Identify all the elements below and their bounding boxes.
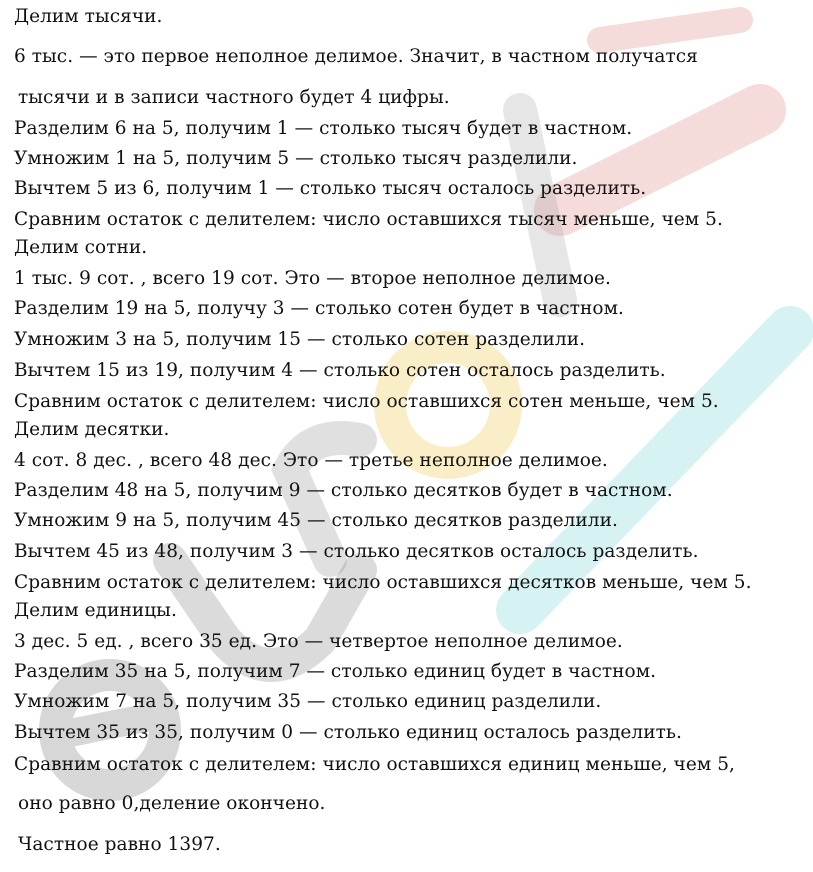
line-8: Делим сотни. [14,237,148,258]
line-25: Сравним остаток с делителем: число оставшихся единиц меньше, чем 5, [14,754,735,775]
line-9: 1 тыс. 9 сот. , всего 19 сот. Это — второе неполное делимое. [14,268,611,289]
line-27: Частное равно 1397. [18,834,221,855]
line-2: 6 тыс. — это первое неполное делимое. Значит, в частном получатся [14,46,698,67]
line-1: Делим тысячи. [14,6,163,27]
line-16: Разделим 48 на 5, получим 9 — столько десятков будет в частном. [14,480,673,501]
line-5: Умножим 1 на 5, получим 5 — столько тысяч разделили. [14,148,578,169]
line-11: Умножим 3 на 5, получим 15 — столько сотен разделили. [14,329,586,350]
line-23: Умножим 7 на 5, получим 35 — столько единиц разделили. [14,691,602,712]
line-24: Вычтем 35 из 35, получим 0 — столько единиц осталось разделить. [14,722,682,743]
line-6: Вычтем 5 из 6, получим 1 — столько тысяч осталось разделить. [14,178,647,199]
line-3: тысячи и в записи частного будет 4 цифры. [18,87,450,108]
line-10: Разделим 19 на 5, получу 3 — столько сотен будет в частном. [14,298,624,319]
line-17: Умножим 9 на 5, получим 45 — столько десятков разделили. [14,510,618,531]
line-26: оно равно 0,деление окончено. [18,793,326,814]
line-22: Разделим 35 на 5, получим 7 — столько единиц будет в частном. [14,661,657,682]
line-7: Сравним остаток с делителем: число оставшихся тысяч меньше, чем 5. [14,209,723,230]
line-18: Вычтем 45 из 48, получим 3 — столько десятков осталось разделить. [14,541,699,562]
line-14: Делим десятки. [14,419,170,440]
line-4: Разделим 6 на 5, получим 1 — столько тысяч будет в частном. [14,118,633,139]
line-13: Сравним остаток с делителем: число оставшихся сотен меньше, чем 5. [14,391,719,412]
line-21: 3 дес. 5 ед. , всего 35 ед. Это — четвертое неполное делимое. [14,631,623,652]
line-15: 4 сот. 8 дес. , всего 48 дес. Это — третье неполное делимое. [14,450,608,471]
line-19: Сравним остаток с делителем: число оставшихся десятков меньше, чем 5. [14,572,752,593]
line-20: Делим единицы. [14,600,177,621]
line-12: Вычтем 15 из 19, получим 4 — столько сотен осталось разделить. [14,360,666,381]
